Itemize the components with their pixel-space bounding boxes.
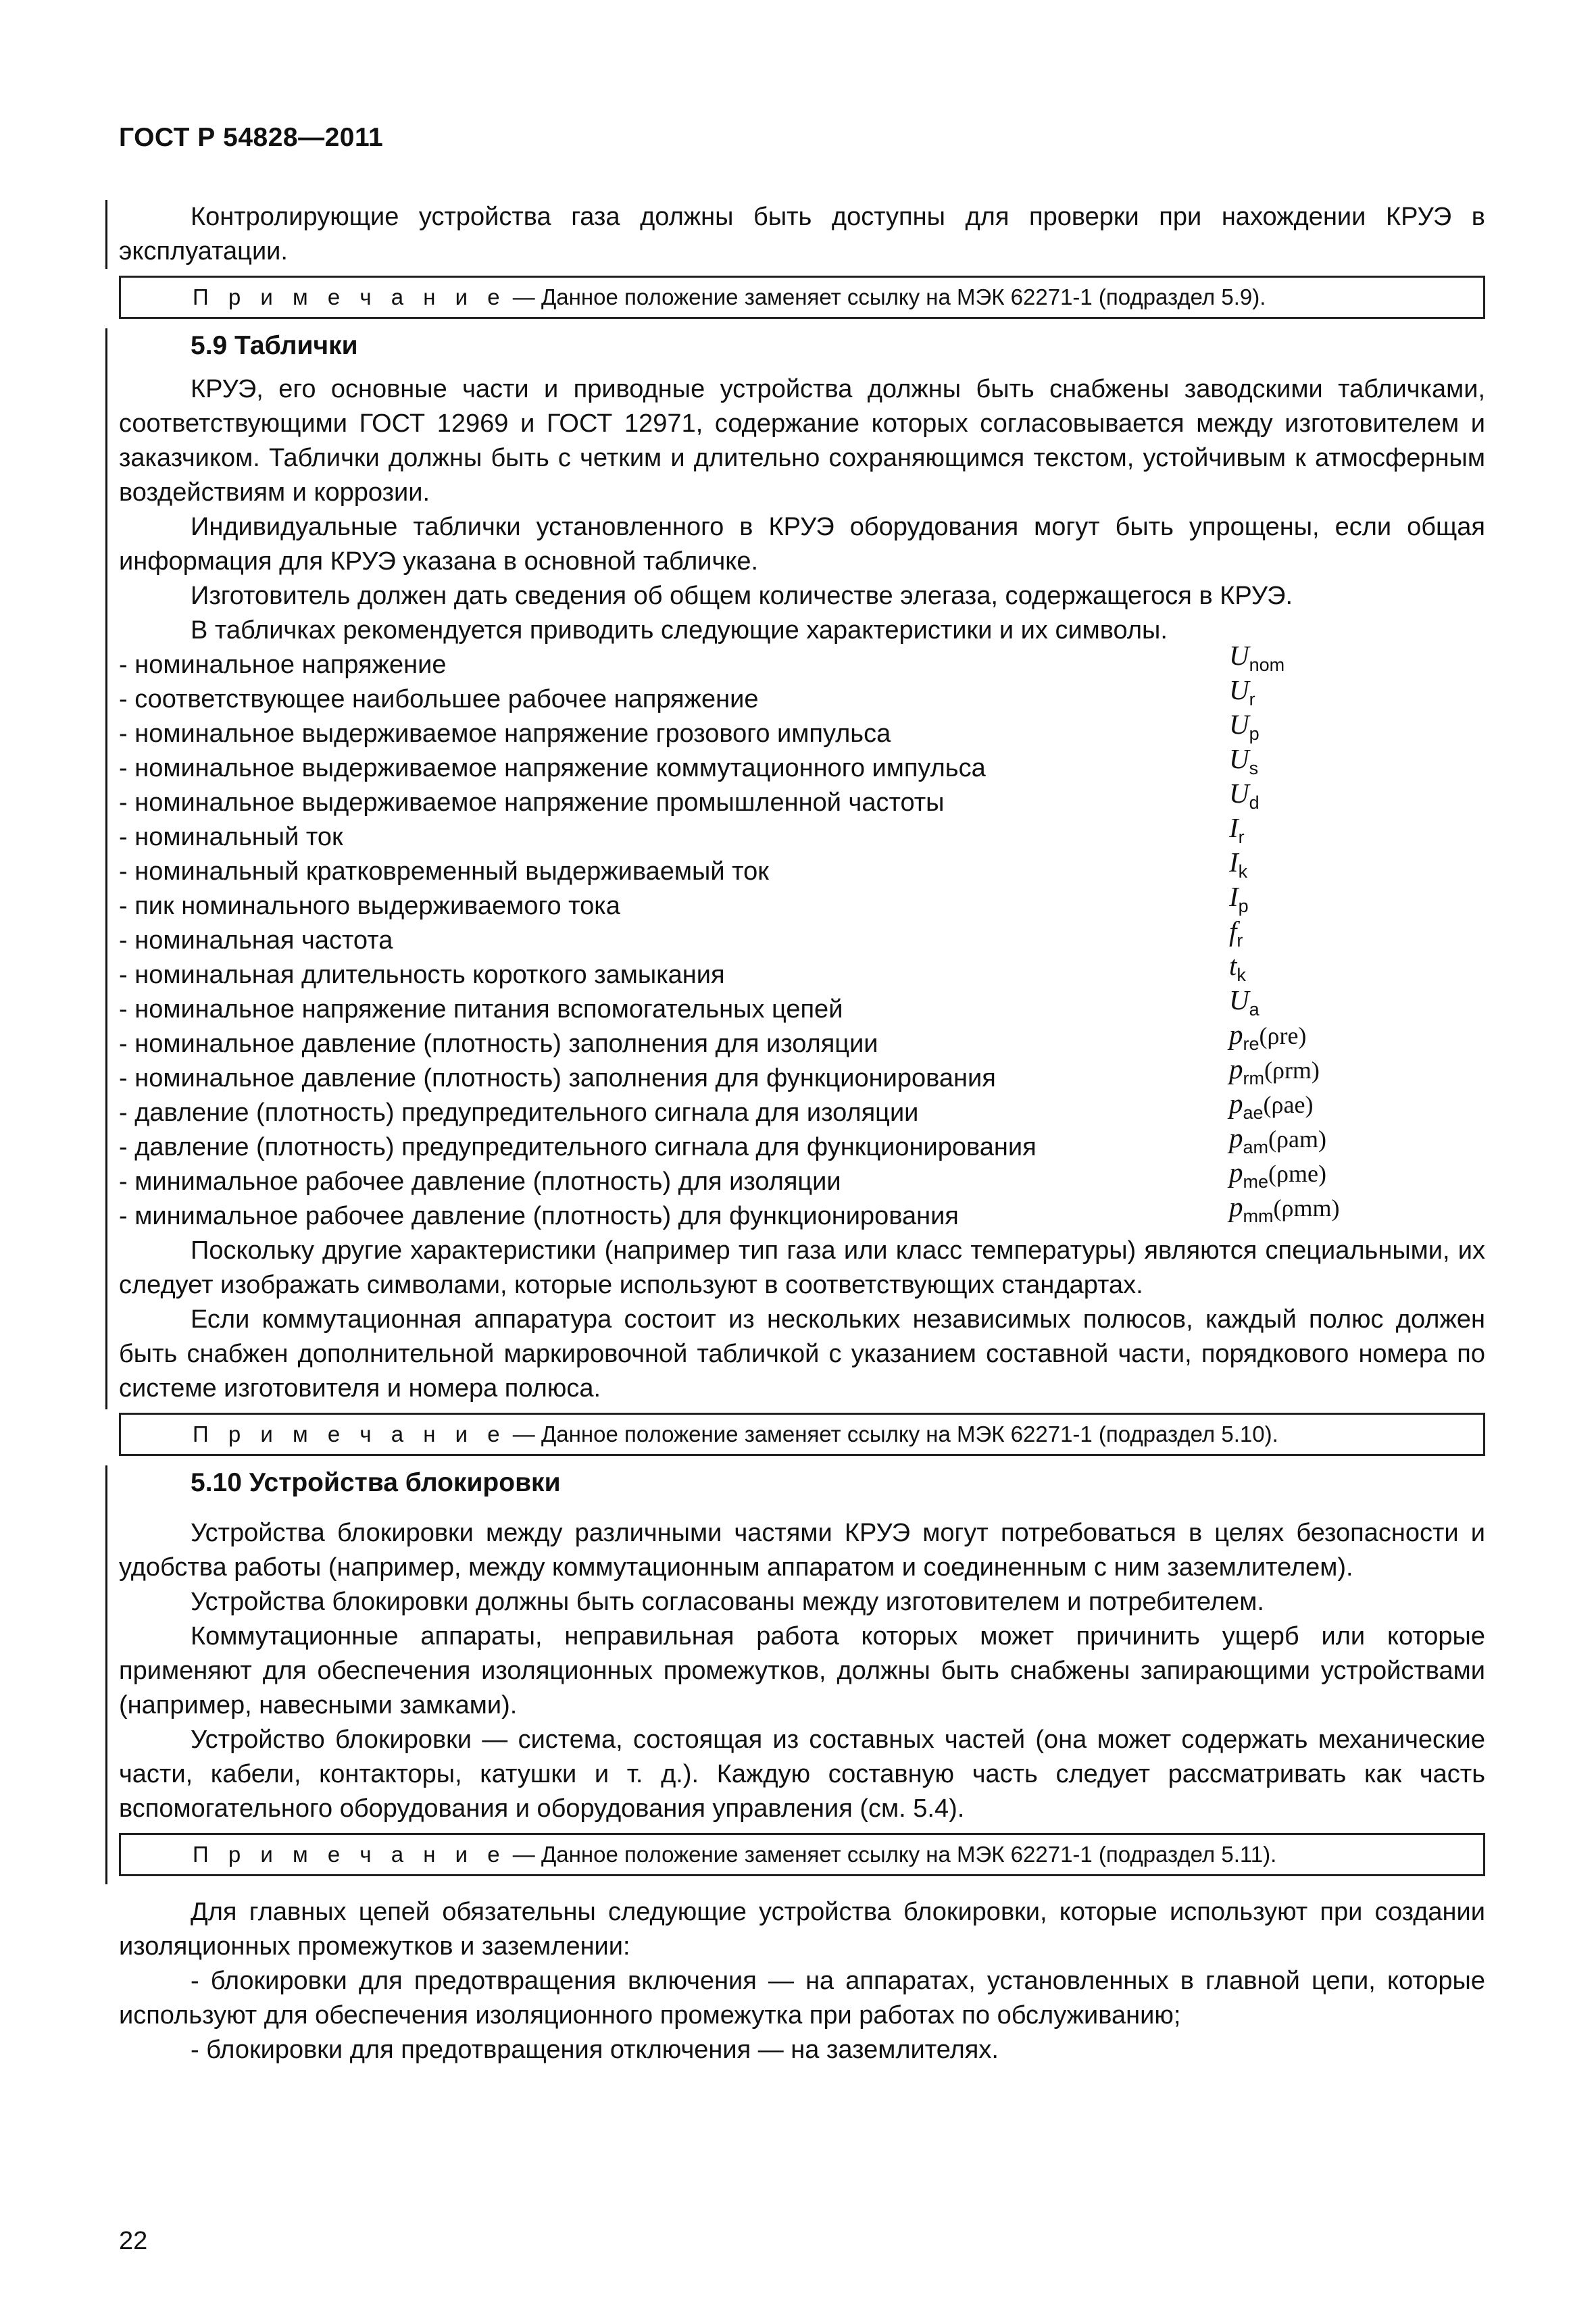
symbol-subscript: k	[1238, 861, 1248, 882]
section-title: 5.9 Таблички	[191, 331, 358, 360]
characteristic-label: - номинальная длительность короткого замыкания	[119, 961, 725, 989]
symbol-subscript: re	[1243, 1034, 1260, 1054]
symbol-base: p	[1229, 1053, 1243, 1084]
paragraph: Устройства блокировки должны быть согласованы между изготовителем и потребителем.	[191, 1588, 1264, 1616]
change-bar	[105, 200, 107, 269]
characteristic-label: - соответствующее наибольшее рабочее напряжение	[119, 685, 759, 713]
characteristics-list	[119, 639, 1485, 1234]
note-text: — Данное положение заменяет ссылку на МЭК 62271-1 (подраздел 5.10).	[506, 1422, 1278, 1447]
characteristic-label: - номинальная частота	[119, 926, 393, 955]
symbol-subscript: k	[1237, 965, 1246, 985]
paragraph: Индивидуальные таблички установленного в КРУЭ оборудования могут быть упрощены, если общая информация для КРУЭ указана в основной табличке.	[119, 513, 1485, 576]
characteristic-label: - номинальное напряжение питания вспомогательных цепей	[119, 995, 843, 1024]
symbol-base: I	[1229, 880, 1239, 912]
symbol-base: U	[1229, 777, 1249, 809]
paragraph: Коммутационные аппараты, неправильная работа которых может причинить ущерб или которые применяют для обеспечения изоляционных промежутков, должны быть снабжены запирающими устройствами (например, навесными замками).	[119, 1622, 1485, 1719]
intro-paragraph: Контролирующие устройства газа должны быть доступны для проверки при нахождении КРУЭ в эксплуатации.	[119, 203, 1485, 266]
symbol-subscript: r	[1237, 930, 1243, 951]
symbol-base: p	[1229, 1190, 1243, 1222]
characteristic-item	[119, 1190, 1485, 1234]
symbol-base: U	[1229, 984, 1249, 1015]
symbol-subscript: rm	[1243, 1068, 1264, 1088]
symbol-base: U	[1229, 674, 1249, 705]
page-content	[119, 200, 1485, 2067]
list-item: - блокировки для предотвращения включения — на аппаратах, установленных в главной цепи, которые используют для обеспечения изоляционного промежутка при работах по обслуживанию;	[119, 1967, 1485, 2030]
symbol-base: I	[1229, 811, 1239, 843]
intro-block	[119, 200, 1485, 269]
section-5-10	[119, 1465, 1485, 1826]
characteristic-label: - номинальный кратковременный выдерживаемый ток	[119, 857, 769, 886]
note-text: — Данное положение заменяет ссылку на МЭК 62271-1 (подраздел 5.9).	[506, 284, 1266, 309]
characteristic-label: - номинальное выдерживаемое напряжение промышленной частоты	[119, 788, 945, 817]
paragraph: Устройства блокировки между различными частями КРУЭ могут потребоваться в целях безопасности и удобства работы (например, между коммутационным аппаратом и соединенным с ним заземлителем).	[119, 1519, 1485, 1582]
characteristic-label: - номинальный ток	[119, 823, 343, 851]
note-prefix: П р и м е ч а н и е	[193, 284, 507, 309]
note-box	[119, 1833, 1485, 1876]
symbol-density: (ρme)	[1268, 1159, 1326, 1187]
characteristic-item	[119, 880, 1485, 924]
symbol-base: f	[1229, 915, 1237, 947]
characteristic-label: - номинальное выдерживаемое напряжение грозового импульса	[119, 720, 891, 748]
paragraph: Поскольку другие характеристики (например тип газа или класс температуры) являются специальными, их следует изображать символами, которые используют в соответствующих стандартах.	[119, 1236, 1485, 1299]
list-item: - блокировки для предотвращения отключения — на заземлителях.	[191, 2036, 999, 2064]
characteristic-item	[119, 743, 1485, 786]
symbol-subscript: me	[1243, 1172, 1269, 1192]
section-5-9	[119, 328, 1485, 1406]
characteristic-symbol	[1229, 1190, 1339, 1234]
characteristic-label: - номинальное давление (плотность) заполнения для изоляции	[119, 1030, 878, 1058]
characteristic-item	[119, 915, 1485, 958]
paragraph: Изготовитель должен дать сведения об общем количестве элегаза, содержащегося в КРУЭ.	[191, 582, 1293, 610]
characteristic-label: - номинальное напряжение	[119, 651, 447, 679]
symbol-base: p	[1229, 1156, 1243, 1188]
paragraph: Устройство блокировки — система, состоящая из составных частей (она может содержать механические части, кабели, контакторы, катушки и т. д.). Каждую составную часть следует рассматривать как часть вспомогательного оборудования и оборудования управления (см. 5.4).	[119, 1726, 1485, 1823]
note-box	[119, 1413, 1485, 1456]
symbol-subscript: p	[1238, 896, 1249, 916]
change-bar	[105, 1465, 107, 1884]
symbol-subscript: s	[1249, 758, 1259, 778]
characteristic-label: - пик номинального выдерживаемого тока	[119, 892, 620, 920]
section-title: 5.10 Устройства блокировки	[191, 1468, 561, 1497]
characteristic-item	[119, 708, 1485, 751]
symbol-density: (ρmm)	[1273, 1194, 1340, 1222]
characteristic-label: - минимальное рабочее давление (плотность) для изоляции	[119, 1167, 841, 1196]
symbol-subscript: r	[1238, 827, 1245, 847]
symbol-base: U	[1229, 708, 1249, 740]
symbol-density: (ρae)	[1263, 1090, 1314, 1118]
paragraph: Если коммутационная аппаратура состоит из нескольких независимых полюсов, каждый полюс должен быть снабжен дополнительной маркировочной табличкой с указанием составной части, порядкового номера по системе изготовителя и номера полюса.	[119, 1305, 1485, 1403]
document-header: ГОСТ Р 54828—2011	[119, 123, 384, 152]
note-prefix: П р и м е ч а н и е	[193, 1842, 507, 1867]
symbol-base: p	[1229, 1018, 1243, 1050]
characteristic-item	[119, 846, 1485, 889]
note-box	[119, 276, 1485, 319]
note-text: — Данное положение заменяет ссылку на МЭК 62271-1 (подраздел 5.11).	[506, 1842, 1277, 1867]
paragraph: Для главных цепей обязательны следующие устройства блокировки, которые используют при создании изоляционных промежутков и заземлении:	[119, 1898, 1485, 1961]
symbol-base: t	[1229, 949, 1237, 981]
page-number: 22	[119, 2227, 148, 2255]
paragraph: КРУЭ, его основные части и приводные устройства должны быть снабжены заводскими табличками, соответствующими ГОСТ 12969 и ГОСТ 12971, содержание которых согласовывается между изготовителем и заказчиком. Таблички должны быть с четким и длительно сохраняющимся текстом, устойчивым к атмосферным воздействиям и коррозии.	[119, 375, 1485, 507]
symbol-base: p	[1229, 1087, 1243, 1119]
symbol-base: I	[1229, 846, 1239, 878]
characteristic-item	[119, 777, 1485, 820]
symbol-subscript: d	[1249, 793, 1260, 813]
symbol-subscript: r	[1249, 689, 1255, 709]
symbol-density: (ρam)	[1268, 1125, 1326, 1153]
characteristic-item	[119, 949, 1485, 992]
symbol-subscript: p	[1249, 724, 1260, 744]
symbol-base: U	[1229, 639, 1249, 671]
symbol-base: U	[1229, 743, 1249, 774]
symbol-density: (ρre)	[1259, 1022, 1307, 1049]
characteristic-label: - номинальное выдерживаемое напряжение коммутационного импульса	[119, 754, 986, 782]
symbol-subscript: mm	[1243, 1206, 1274, 1226]
characteristic-item	[119, 674, 1485, 717]
symbol-density: (ρrm)	[1264, 1056, 1320, 1084]
symbol-subscript: nom	[1249, 655, 1285, 675]
characteristic-label: - давление (плотность) предупредительного сигнала для функционирования	[119, 1133, 1037, 1161]
characteristic-label: - номинальное давление (плотность) заполнения для функционирования	[119, 1064, 996, 1092]
characteristic-label: - давление (плотность) предупредительного сигнала для изоляции	[119, 1099, 919, 1127]
interlock-requirements	[119, 1895, 1485, 2067]
symbol-base: p	[1229, 1122, 1243, 1153]
change-bar	[105, 328, 107, 1409]
symbol-subscript: a	[1249, 999, 1260, 1020]
characteristic-item	[119, 811, 1485, 855]
symbol-subscript: am	[1243, 1137, 1269, 1157]
symbol-subscript: ae	[1243, 1103, 1264, 1123]
note-prefix: П р и м е ч а н и е	[193, 1422, 507, 1447]
paragraph: В табличках рекомендуется приводить следующие характеристики и их символы.	[191, 616, 1168, 645]
characteristic-item	[119, 639, 1485, 682]
characteristic-label: - минимальное рабочее давление (плотность) для функционирования	[119, 1202, 959, 1230]
